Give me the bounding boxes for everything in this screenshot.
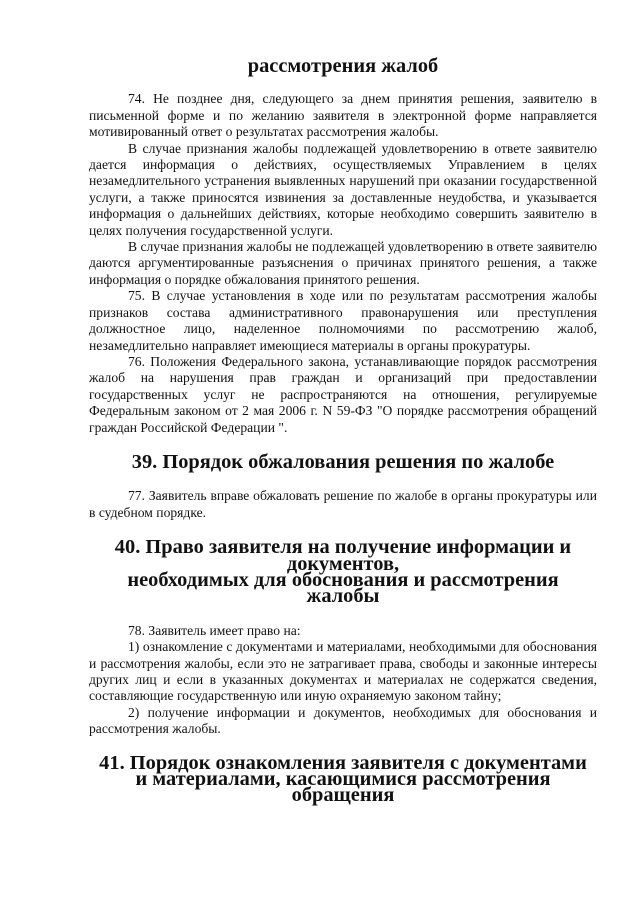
- law-reference-link[interactable]: законом: [174, 403, 221, 419]
- heading-line-1: 41. Порядок ознакомления заявителя с документами: [99, 751, 587, 774]
- section-heading-40: [89, 536, 597, 608]
- section-heading-top: [89, 55, 597, 77]
- paragraph-76: [89, 354, 597, 436]
- heading-line-2: необходимых для обоснования и рассмотрения жалобы: [127, 568, 559, 608]
- paragraph-74-not-satisfied: В случае признания жалобы не подлежащей удовлетворению в ответе заявителю даются аргументированные разъяснения о причинах принятого решения, а также информация о порядке обжалования принятого решения.: [89, 239, 597, 287]
- paragraph-77: 77. Заявитель вправе обжаловать решение по жалобе в органы прокуратуры или в судебном порядке.: [89, 488, 597, 520]
- heading-line-1: 40. Право заявителя на получение информации и документов,: [114, 536, 572, 575]
- paragraph-76-text-start: 76. Положения Федерального закона, устанавливающие порядок рассмотрения жалоб на нарушения прав граждан и организаций при предоставлении государственных услуг не распространяются на отношения, регулируемые Федеральным: [89, 353, 597, 419]
- heading-text: 39. Порядок обжалования решения по жалобе: [131, 450, 555, 473]
- paragraph-74: 74. Не позднее дня, следующего за днем принятия решения, заявителю в письменной форме и по желанию заявителя в электронной форме направляется мотивированный ответ о результатах рассмотрения жалобы.: [89, 91, 597, 140]
- paragraph-74-satisfied: В случае признания жалобы подлежащей удовлетворению в ответе заявителю дается информация о действиях, осуществляемых Управлением в целях незамедлительного устранения выявленных нарушений при оказании государственной услуги, а также приносятся извинения за доставленные неудобства, и указывается информация о дальнейших действиях, которые необходимо совершить заявителю в целях получения государственной услуги.: [89, 140, 597, 238]
- section-heading-41: [89, 751, 597, 807]
- paragraph-78-item-2: 2) получение информации и документов, необходимых для обоснования и рассмотрения жалобы.: [89, 704, 597, 737]
- section-heading-39: [89, 450, 597, 473]
- paragraph-78: 78. Заявитель имеет право на:: [128, 622, 301, 638]
- paragraph-78-item-1: 1) ознакомление с документами и материалами, необходимыми для обоснования и рассмотрения жалобы, если это не затрагивает права, свободы и законные интересы других лиц и если в указанных документах и материалах не содержатся сведения, составляющие государственную или иную охраняемую законом тайну;: [89, 639, 597, 704]
- heading-line-2: и материалами, касающимися рассмотрения обращения: [135, 768, 551, 807]
- paragraph-76-text-end: от 2 мая 2006 г. N 59-ФЗ "О порядке рассмотрения обращений граждан Российской Федерации ".: [89, 403, 597, 435]
- heading-text: рассмотрения жалоб: [247, 55, 439, 77]
- paragraph-75: 75. В случае установления в ходе или по результатам рассмотрения жалобы признаков состава административного правонарушения или преступления должностное лицо, наделенное полномочиями по рассмотрению жалоб, незамедлительно направляет имеющиеся материалы в органы прокуратуры.: [89, 288, 597, 353]
- document-page: [89, 55, 597, 807]
